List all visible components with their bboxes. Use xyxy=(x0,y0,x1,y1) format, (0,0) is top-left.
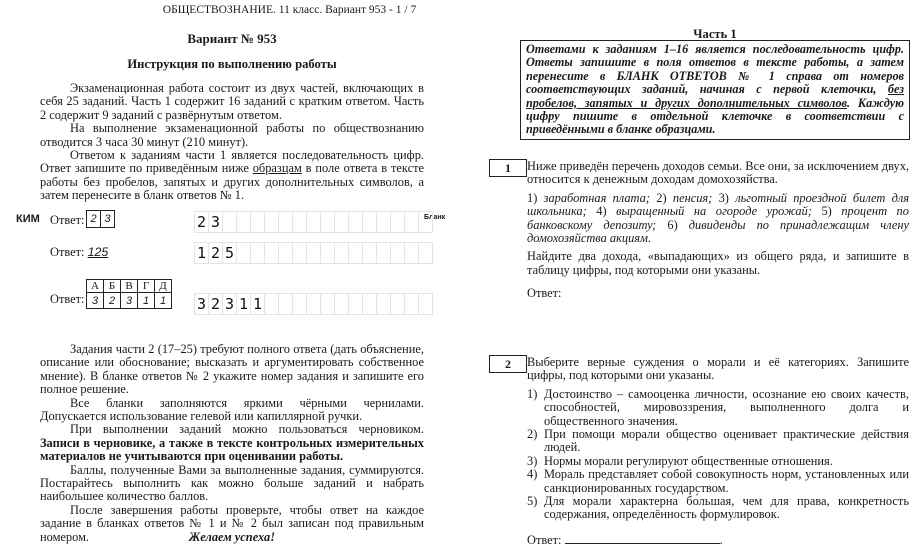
blank-cell xyxy=(362,242,377,264)
option-5: 5) Для морали характерна бо́льшая, чем для права, конкретность содержания, определённость формулировок. xyxy=(527,494,909,522)
option-3: 3) Нормы морали регулируют общественные отношения. xyxy=(527,453,833,468)
blank-cell: 5 xyxy=(222,242,237,264)
blank-cell xyxy=(348,242,363,264)
blank-cell: 2 xyxy=(194,211,209,233)
blank-cell xyxy=(390,242,405,264)
blank-cell: 2 xyxy=(208,242,223,264)
option-4: 4) Мораль представляет собой совокупность норм, установленных или санкционированных государством. xyxy=(527,467,909,495)
blank-cell: 3 xyxy=(194,293,209,315)
part1-instructions-box: Ответами к заданиям 1–16 является последовательность цифр. Ответы запишите в поля ответов в тексте работы, а затем перенесите в БЛАНК ОТВЕТОВ № 1 справа от номеров соответствующих заданий, начиная с первой клеточки, без пробелов, запятых и других дополнительных символов. Каждую цифру пишите в отдельной клеточке в соответствии с приведёнными в бланке образцами. xyxy=(520,40,910,140)
task-2 xyxy=(527,356,909,547)
samples-link: образцам xyxy=(252,161,302,176)
blank-cell xyxy=(306,293,321,315)
variant-title: Вариант № 953 xyxy=(187,31,277,46)
blank-cell xyxy=(264,293,279,315)
blank-cell xyxy=(348,211,363,233)
blank-label: Бланк xyxy=(424,214,446,221)
task1-question: Найдите два дохода, «выпадающих» из общего ряда, и запишите в таблицу цифры, под которыми они указаны. xyxy=(527,249,909,277)
sample2-blank-row xyxy=(194,242,432,264)
blank-cell xyxy=(278,211,293,233)
blank-cell xyxy=(278,293,293,315)
blank-cell xyxy=(250,211,265,233)
sample2-written-answer: 125 xyxy=(87,245,109,259)
blank-cell xyxy=(264,211,279,233)
blank-cell: 3 xyxy=(222,293,237,315)
blank-cell xyxy=(320,211,335,233)
blank-cell xyxy=(418,242,433,264)
instructions-intro xyxy=(40,82,424,203)
blank-cell xyxy=(404,293,419,315)
blank-cell xyxy=(348,293,363,315)
sample2-answer-label: Ответ: 125 xyxy=(50,245,109,259)
blank-cell xyxy=(334,293,349,315)
blank-cell xyxy=(320,242,335,264)
para-check: После завершения работы проверьте, чтобы ответ на каждое задание в бланках ответов № 1 и № 2 был записан под правильным номером. xyxy=(40,502,424,544)
cell: 2 xyxy=(87,211,101,227)
blank-cell xyxy=(278,242,293,264)
blank-cell xyxy=(292,293,307,315)
blank-cell: 1 xyxy=(194,242,209,264)
answer-line[interactable] xyxy=(565,532,720,544)
task2-options xyxy=(527,388,909,522)
task2-intro: Выберите верные суждения о морали и её категориях. Запишите цифры, под которыми они указаны. xyxy=(527,355,909,383)
sample3-kim-table xyxy=(86,279,172,309)
blank-cell xyxy=(334,211,349,233)
sample1-blank-row xyxy=(194,211,432,233)
blank-cell xyxy=(418,211,433,233)
task1-intro: Ниже приведён перечень доходов семьи. Все они, за исключением двух, относится к денежным доходам домохозяйства. xyxy=(527,159,909,187)
sample3-blank-row xyxy=(194,293,432,315)
para-part2: Задания части 2 (17–25) требуют полного ответа (дать объяснение, описание или обоснование; высказать и аргументировать собственное мнение). В бланке ответов № 2 укажите номер задания и запишите его полное решение. xyxy=(40,342,424,397)
blank-cell xyxy=(306,211,321,233)
blank-cell xyxy=(236,242,251,264)
blank-cell xyxy=(236,211,251,233)
blank-cell xyxy=(376,293,391,315)
sample1-answer-label: Ответ: xyxy=(50,213,85,227)
blank-cell xyxy=(362,211,377,233)
blank-cell xyxy=(222,211,237,233)
blank-cell xyxy=(292,211,307,233)
para-structure: Экзаменационная работа состоит из двух частей, включающих в себя 25 заданий. Часть 1 содержит 16 заданий с кратким ответом. Часть 2 содержит 9 заданий с развёрнутым ответом. xyxy=(40,81,424,122)
task-1 xyxy=(527,160,909,301)
cell: 3 xyxy=(104,213,111,225)
task1-answer-label: Ответ: xyxy=(527,286,562,301)
para-time: На выполнение экзаменационной работы по обществознанию отводится 3 часа 30 минут (210 минут). xyxy=(40,121,424,149)
instructions-title: Инструкция по выполнению работы xyxy=(127,57,337,71)
blank-cell xyxy=(292,242,307,264)
blank-cell xyxy=(390,293,405,315)
part-title: Часть 1 xyxy=(693,27,737,41)
task1-items: 1) заработная плата; 2) пенсия; 3) льготный проездной билет для школьника; 4) выращенный на огороде урожай; 5) процент по банковскому депозиту; 6) дивиденды по принадлежащим члену домохозяйства акциям. xyxy=(527,190,910,246)
blank-cell: 2 xyxy=(208,293,223,315)
blank-cell xyxy=(376,242,391,264)
blank-cell xyxy=(320,293,335,315)
blank-cell xyxy=(404,242,419,264)
blank-cell xyxy=(390,211,405,233)
option-1: 1) Достоинство – самооценка личности, осознание ею своих качеств, способностей, мировоззрения, выполненного долга и общественного значения. xyxy=(527,386,909,428)
task-number-2: 2 xyxy=(489,355,527,373)
task2-answer: Ответ: . xyxy=(527,532,723,547)
blank-cell xyxy=(404,211,419,233)
running-header: ОБЩЕСТВОЗНАНИЕ. 11 класс. Вариант 953 - 1 / 7 xyxy=(162,4,417,16)
sample1-kim-cells xyxy=(86,210,115,228)
blank-cell: 1 xyxy=(250,293,265,315)
blank-cell xyxy=(306,242,321,264)
kim-label: КИМ xyxy=(16,213,40,225)
para-ink: Все бланки заполняются яркими чёрными чернилами. Допускается использование гелевой или капиллярной ручки. xyxy=(40,395,424,424)
blank-cell: 3 xyxy=(208,211,223,233)
letters-row: А Б В Г Д xyxy=(87,280,172,293)
instructions-rest xyxy=(40,343,424,544)
para-scores: Баллы, полученные Вами за выполненные задания, суммируются. Постарайтесь выполнить как можно больше заданий и набрать наибольшее количество баллов. xyxy=(40,462,424,504)
option-2: 2) При помощи морали общество оценивает практические действия людей. xyxy=(527,427,909,455)
sample3-answer-label: Ответ: xyxy=(50,292,85,306)
blank-cell xyxy=(418,293,433,315)
blank-cell: 1 xyxy=(236,293,251,315)
closing-wish: Желаем успеха! xyxy=(188,530,276,544)
blank-cell xyxy=(376,211,391,233)
blank-cell xyxy=(250,242,265,264)
values-row: 3 2 3 1 1 xyxy=(87,293,172,309)
para-draft: При выполнении заданий можно пользоваться черновиком. Записи в черновике, а также в тексте контрольных измерительных материалов не учитываются при оценивании работы. xyxy=(40,422,424,464)
para-answer-format: Ответом к заданиям части 1 является последовательность цифр. Ответ запишите по приведённым ниже образцам в поле ответа в тексте работы без пробелов, запятых и других дополнительных символов, а затем перенесите в бланк ответов № 1. xyxy=(40,148,424,203)
blank-cell xyxy=(334,242,349,264)
task-number-1: 1 xyxy=(489,159,527,177)
blank-cell xyxy=(362,293,377,315)
blank-cell xyxy=(264,242,279,264)
